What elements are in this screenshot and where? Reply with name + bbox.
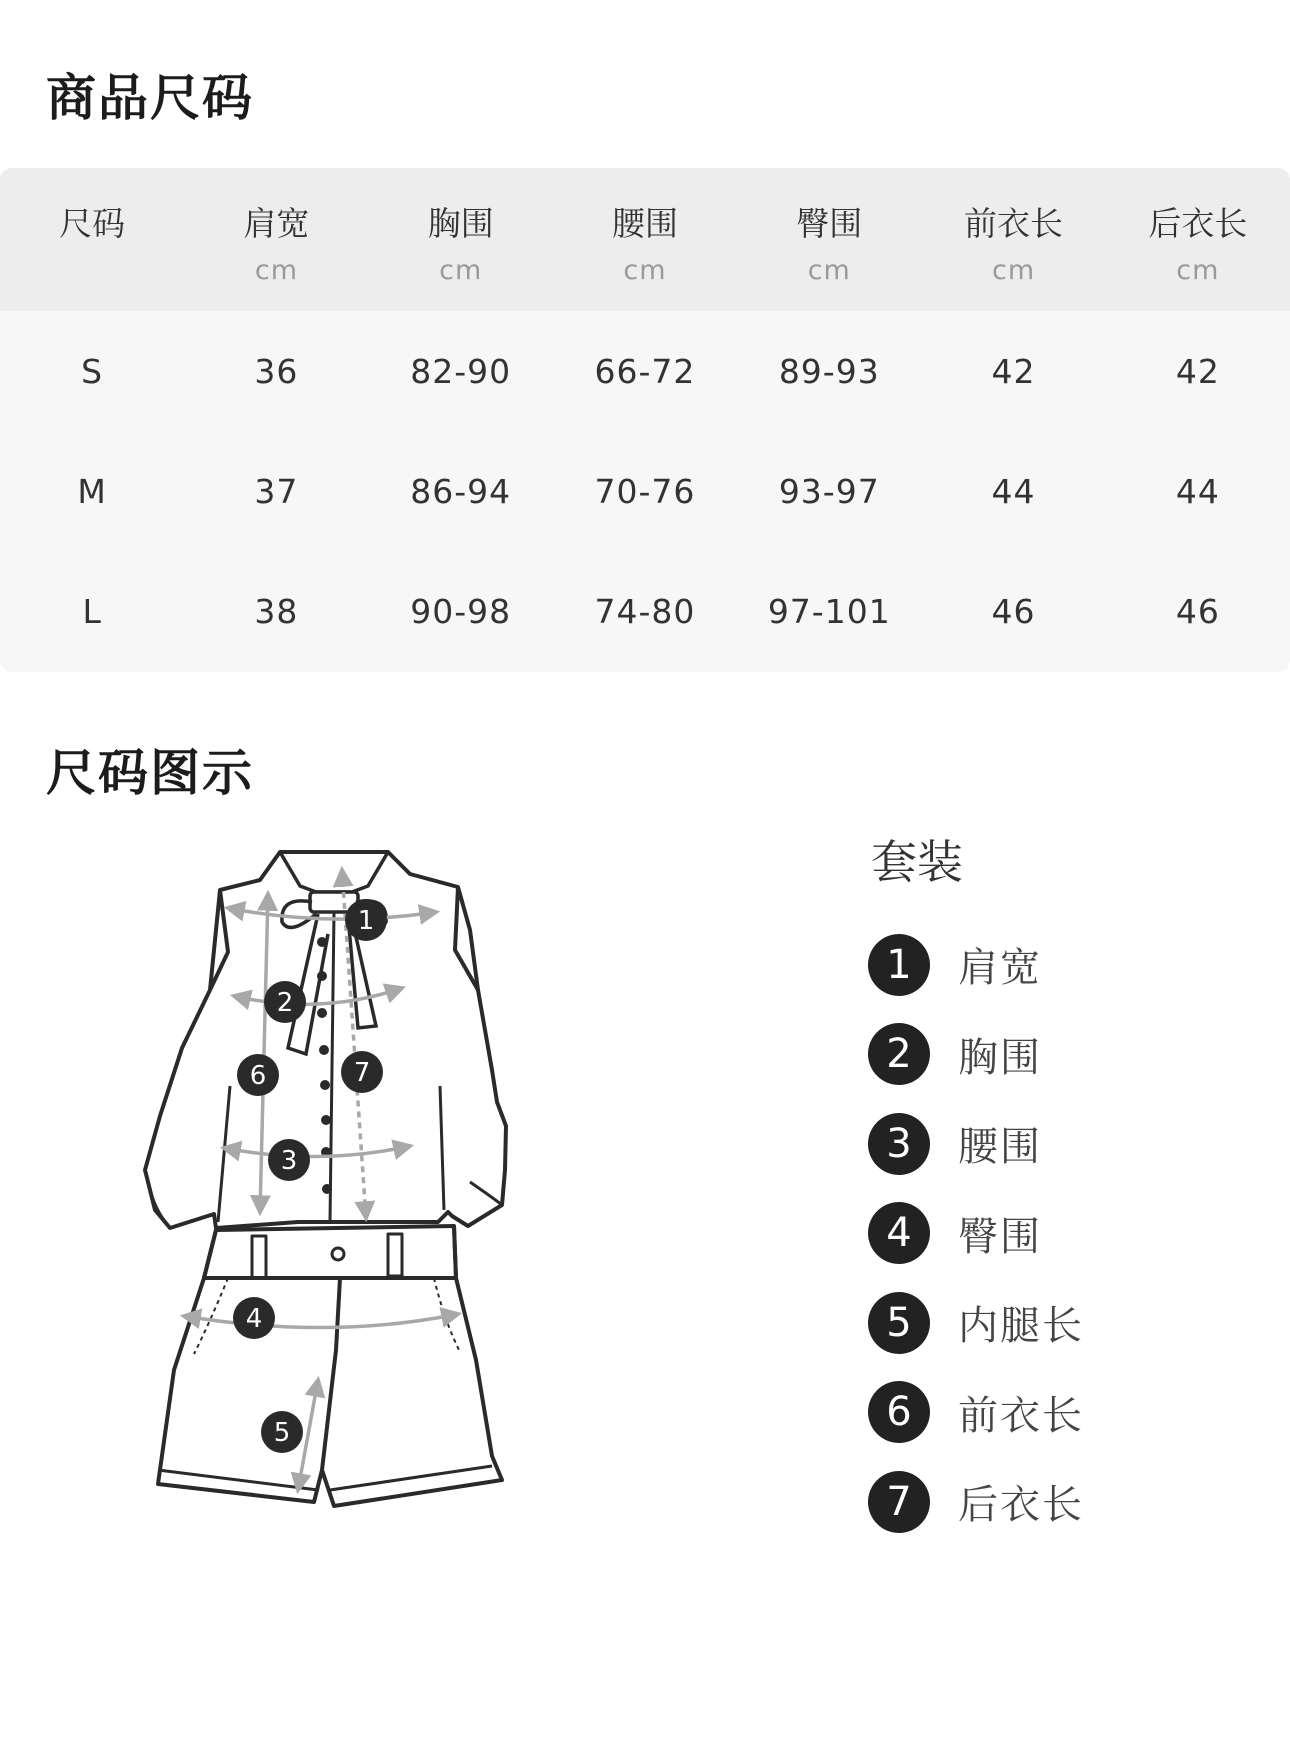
header-label: 尺码 (59, 204, 126, 243)
figure-marker-label: 2 (276, 988, 294, 1018)
legend-label: 臀围 (958, 1213, 1042, 1260)
header-cell-front-length (921, 168, 1105, 311)
legend-item (868, 1278, 1268, 1368)
table-cell: 97-101 (767, 591, 891, 631)
legend-item (868, 1099, 1268, 1189)
figure-marker-label: 1 (357, 906, 375, 936)
table-cell: 66-72 (594, 351, 696, 391)
header-cell-shoulder (184, 168, 368, 311)
size-section-title: 商品尺码 (46, 69, 254, 127)
header-cell-waist (553, 168, 737, 311)
table-cell: S (81, 351, 104, 391)
header-label: 臀围 (796, 204, 863, 243)
table-cell: 74-80 (594, 591, 696, 631)
table-header (0, 168, 1290, 311)
figure-marker-label: 4 (245, 1304, 263, 1334)
legend-number-badge: 5 (868, 1292, 930, 1354)
shorts-outline (158, 1226, 502, 1506)
legend-label: 前衣长 (958, 1392, 1084, 1439)
header-cell-back-length (1106, 168, 1290, 311)
figure-marker-label: 6 (249, 1061, 267, 1091)
table-row (0, 431, 1290, 551)
legend-item (868, 1368, 1268, 1458)
table-cell: 89-93 (778, 351, 880, 391)
header-label: 后衣长 (1148, 204, 1248, 243)
legend-label: 肩宽 (958, 945, 1042, 992)
legend-label: 腰围 (958, 1124, 1042, 1171)
table-cell: M (77, 471, 107, 511)
header-label: 前衣长 (964, 204, 1064, 243)
header-label: 肩宽 (243, 204, 310, 243)
legend-number-badge: 6 (868, 1381, 930, 1443)
legend-item (868, 1189, 1268, 1279)
table-cell: 82-90 (410, 351, 512, 391)
table-row (0, 551, 1290, 671)
legend-label: 内腿长 (958, 1303, 1084, 1350)
header-unit: cm (991, 255, 1036, 286)
legend-item (868, 1010, 1268, 1100)
table-cell: 38 (254, 591, 299, 631)
header-label: 腰围 (611, 204, 678, 243)
header-unit: cm (1176, 255, 1220, 286)
table-cell: 42 (1175, 351, 1220, 391)
table-cell: L (82, 591, 102, 631)
header-cell-size (0, 168, 184, 311)
table-cell: 42 (991, 351, 1036, 391)
header-unit: cm (807, 255, 851, 286)
table-cell: 44 (991, 471, 1036, 511)
figure-marker-label: 7 (353, 1058, 371, 1088)
legend-number-badge: 3 (868, 1113, 930, 1175)
table-cell: 36 (254, 351, 299, 391)
legend-item (868, 1457, 1268, 1547)
header-unit: cm (439, 255, 483, 286)
legend-label: 后衣长 (958, 1482, 1084, 1529)
table-cell: 46 (991, 591, 1036, 631)
legend-title: 套装 (871, 835, 963, 889)
table-cell: 46 (1175, 591, 1220, 631)
diagram-section-title: 尺码图示 (46, 744, 254, 802)
table-cell: 70-76 (594, 471, 696, 511)
legend-number-badge: 4 (868, 1202, 930, 1264)
legend-label: 胸围 (958, 1034, 1042, 1081)
legend-number-badge: 2 (868, 1023, 930, 1085)
legend-number-badge: 1 (868, 934, 930, 996)
header-cell-chest (369, 168, 553, 311)
table-row (0, 311, 1290, 431)
figure-marker-label: 5 (273, 1418, 291, 1448)
table-cell: 90-98 (410, 591, 512, 631)
table-cell: 93-97 (778, 471, 880, 511)
header-unit: cm (254, 255, 298, 286)
table-cell: 37 (254, 471, 299, 511)
measurement-legend (868, 832, 1268, 1547)
header-cell-hip (737, 168, 921, 311)
header-unit: cm (623, 255, 667, 286)
garment-measurement-diagram (140, 830, 570, 1560)
header-label: 胸围 (427, 204, 494, 243)
figure-marker-label: 3 (280, 1146, 298, 1176)
size-table (0, 168, 1290, 672)
legend-number-badge: 7 (868, 1471, 930, 1533)
table-cell: 44 (1175, 471, 1220, 511)
legend-item (868, 920, 1268, 1010)
table-cell: 86-94 (410, 471, 512, 511)
